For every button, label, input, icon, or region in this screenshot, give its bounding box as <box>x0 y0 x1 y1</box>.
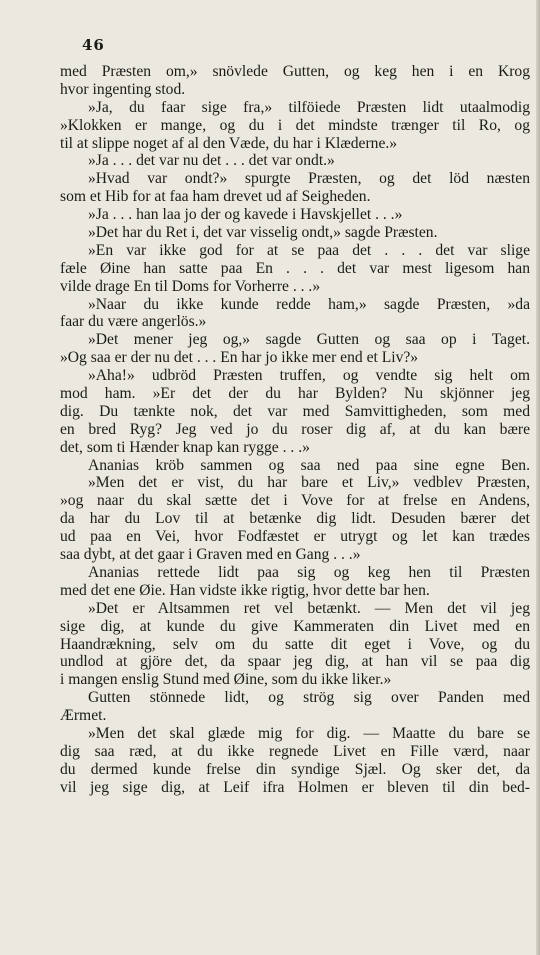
text-line: »Det mener jeg og,» sagde Gutten og saa op i Taget. <box>88 331 530 349</box>
text-line: da har du Lov til at betænke dig lidt. Desuden bærer det <box>60 510 530 528</box>
text-line: vilde drage En til Doms for Vorherre . . .» <box>60 277 321 295</box>
text-line: dig. Du tænkte nok, det var med Samvittigheden, som med <box>60 402 530 420</box>
text-line: sige dig, at kunde du give Kammeraten din Livet med en <box>60 617 530 635</box>
text-line: »Ja . . . det var nu det . . . det var ondt.» <box>88 152 335 170</box>
text-line: »Men det er vist, du har bare et Liv,» vedblev Præsten, <box>88 474 530 492</box>
text-line: »En var ikke god for at se paa det . . . det var slige <box>88 241 530 259</box>
text-line: Ananias kröb sammen og saa ned paa sine egne Ben. <box>88 456 530 474</box>
text-line: »Naar du ikke kunde redde ham,» sagde Præsten, »da <box>88 295 530 313</box>
text-line: med det ene Øie. Han vidste ikke rigtig, hvor dette bar hen. <box>60 581 430 599</box>
text-line: »Ja, du faar sige fra,» tilföiede Præsten lidt utaalmodig <box>88 98 530 116</box>
text-line: som et Hib for at faa ham drevet ud af Seigheden. <box>60 188 371 206</box>
text-line: »Hvad var ondt?» spurgte Præsten, og det löd næsten <box>88 170 530 188</box>
text-line: Haandrækning, selv om du satte dit eget i Vove, og du <box>60 635 530 653</box>
text-line: saa dybt, at det gaar i Graven med en Gang . . .» <box>60 546 361 564</box>
text-line: Ærmet. <box>60 707 107 725</box>
text-line: »Aha!» udbröd Præsten truffen, og vendte sig helt om <box>88 367 530 385</box>
body-text <box>60 63 530 797</box>
text-line: »Det er Altsammen ret vel betænkt. — Men det vil jeg <box>88 599 530 617</box>
text-line: faar du være angerlös.» <box>60 313 207 331</box>
text-line: ud paa en Vei, hvor Fodfæstet er utrygt og let kan trædes <box>60 528 530 546</box>
text-line: »Ja . . . han laa jo der og kavede i Havskjellet . . .» <box>88 206 403 224</box>
page-number: 46 <box>82 36 105 54</box>
text-line: Ananias rettede lidt paa sig og keg hen til Præsten <box>88 563 530 581</box>
text-line: Gutten stönnede lidt, og strög sig over Panden med <box>88 689 530 707</box>
text-line: hvor ingenting stod. <box>60 80 186 98</box>
page-gutter <box>536 0 540 955</box>
text-line: »Men det skal glæde mig for dig. — Maatte du bare se <box>88 724 530 742</box>
text-line: du dermed kunde frelse din syndige Sjæl. Og sker det, da <box>60 760 530 778</box>
text-line: med Præsten om,» snövlede Gutten, og keg hen i en Krog <box>60 63 530 80</box>
text-line: vil jeg sige dig, at Leif ifra Holmen er bleven til din bed- <box>60 778 530 796</box>
text-line: undlod at gjöre det, da spaar jeg dig, at han vil se paa dig <box>60 653 530 671</box>
text-line: »Og saa er der nu det . . . En har jo ikke mer end et Liv?» <box>60 349 419 367</box>
text-line: dig saa ræd, at du ikke regnede Livet en Fille værd, naar <box>60 742 530 760</box>
text-line: det, som ti Hænder knap kan rygge . . .» <box>60 438 310 456</box>
text-line: »og naar du skal sætte det i Vove for at frelse en Andens, <box>60 492 530 510</box>
text-line: i mangen enslig Stund med Øine, som du ikke liker.» <box>60 671 392 689</box>
text-line: en bred Ryg? Jeg ved jo du roser dig af, at du kan bære <box>60 420 530 438</box>
text-line: fæle Øine han satte paa En . . . det var mest ligesom han <box>60 259 530 277</box>
text-line: mod ham. »Er det der du har Bylden? Nu skjönner jeg <box>60 385 530 403</box>
text-line: til at slippe noget af al den Væde, du har i Klæderne.» <box>60 134 398 152</box>
text-line: »Det har du Ret i, det var visselig ondt,» sagde Præsten. <box>88 224 438 242</box>
text-line: »Klokken er mange, og du i det mindste trænger til Ro, og <box>60 116 530 134</box>
